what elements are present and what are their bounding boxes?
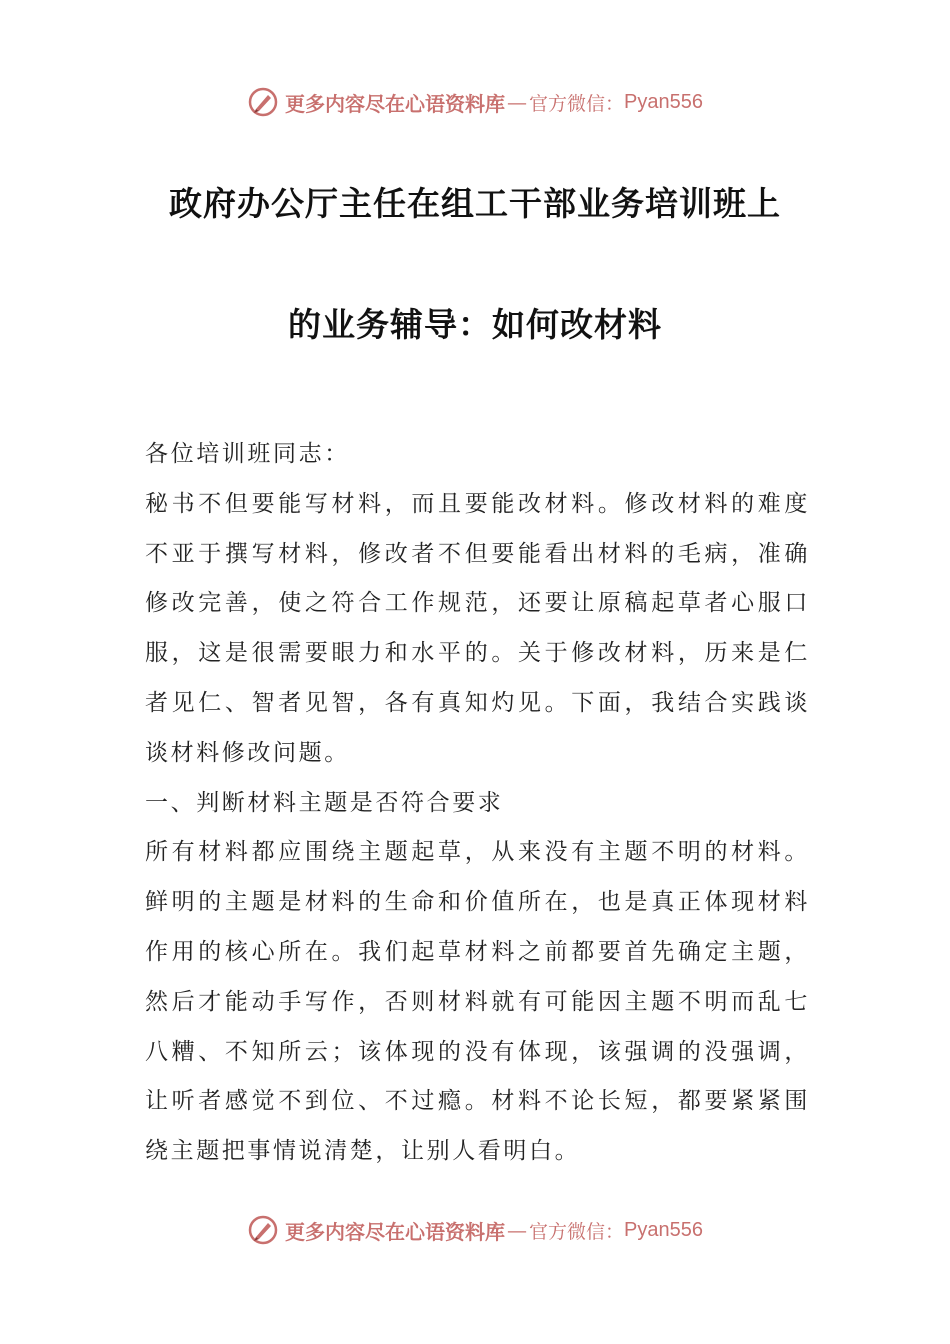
document-body: [145, 430, 810, 1177]
document-title-line2: 的业务辅导：如何改材料: [288, 305, 662, 344]
watermark-dash: —: [507, 90, 527, 114]
watermark-brand: 更多内容尽在心语资料库: [285, 1219, 505, 1244]
document-title-line1: 政府办公厅主任在组工干部业务培训班上: [169, 184, 781, 223]
section-paragraph: 所有材料都应围绕主题起草，从来没有主题不明的材料。鲜明的主题是材料的生命和价值所在，也是真正体现材料作用的核心所在。我们起草材料之前都要首先确定主题，然后才能动手写作，否则材料就有可能因主题不明而乱七八糟、不知所云；该体现的没有体现，该强调的没强调，让听者感觉不到位、不过瘾。材料不论长短，都要紧紧围绕主题把事情说清楚，让别人看明白。: [145, 839, 810, 1165]
watermark-dash: —: [507, 1218, 527, 1242]
watermark-wx-label: 官方微信：: [529, 92, 625, 115]
watermark-wx-label: 官方微信：: [529, 1220, 625, 1243]
watermark-wx-id: Pyan556: [624, 1218, 703, 1241]
watermark-wx-id: Pyan556: [624, 90, 703, 113]
section-heading: 一、判断材料主题是否符合要求: [145, 789, 504, 816]
intro-paragraph: 秘书不但要能写材料，而且要能改材料。修改材料的难度不亚于撰写材料，修改者不但要能看出材料的毛病，准确修改完善，使之符合工作规范，还要让原稿起草者心服口服，这是很需要眼力和水平的。关于修改材料，历来是仁者见仁、智者见智，各有真知灼见。下面，我结合实践谈谈材料修改问题。: [145, 490, 810, 766]
watermark-brand: 更多内容尽在心语资料库: [285, 91, 505, 116]
pen-logo-icon: [247, 86, 279, 118]
pen-logo-icon: [247, 1214, 279, 1246]
watermark-banner-bottom: [0, 1210, 950, 1250]
salutation-paragraph: 各位培训班同志：: [145, 441, 350, 467]
watermark-banner-top: [0, 82, 950, 122]
